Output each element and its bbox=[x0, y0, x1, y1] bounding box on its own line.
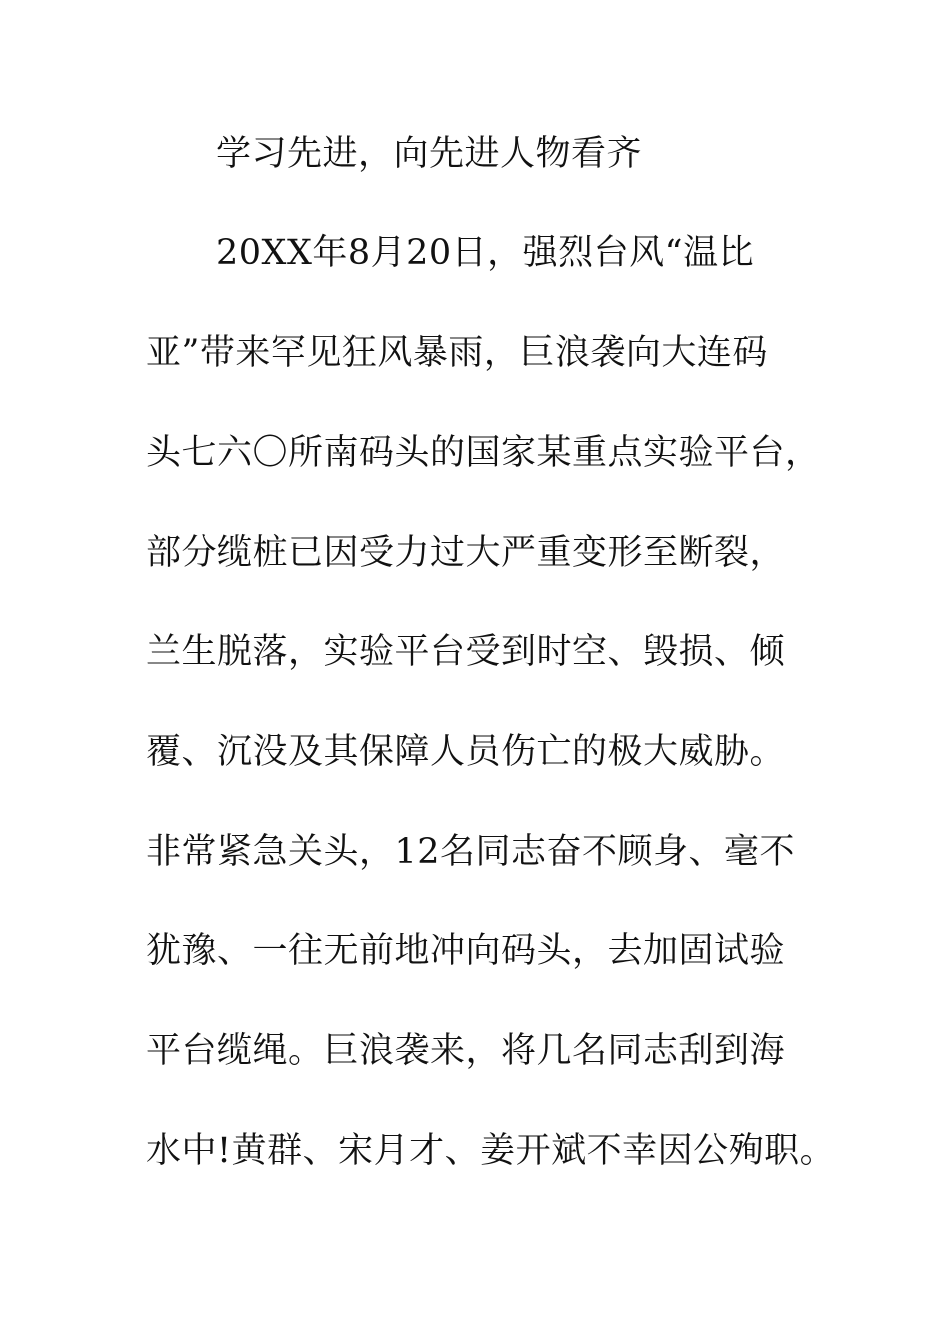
paragraph-line-3: 头七六〇所南码头的国家某重点实验平台， bbox=[146, 433, 821, 473]
paragraph-line-8: 犹豫、一往无前地冲向码头，去加固试验 bbox=[146, 931, 786, 971]
paragraph-line-9: 平台缆绳。巨浪袭来，将几名同志刮到海 bbox=[146, 1031, 786, 1071]
paragraph-line-10: 水中!黄群、宋月才、姜开斌不幸因公殉职。 bbox=[146, 1131, 836, 1171]
paragraph-line-7: 非常紧急关头，12名同志奋不顾身、毫不 bbox=[146, 832, 796, 872]
paragraph-line-5: 兰生脱落，实验平台受到时空、毁损、倾 bbox=[146, 632, 786, 672]
paragraph-line-1: 20XX年8月20日，强烈台风“温比 bbox=[216, 233, 755, 273]
paragraph-line-4: 部分缆桩已因受力过大严重变形至断裂， bbox=[146, 533, 786, 573]
document-title: 学习先进，向先进人物看齐 bbox=[216, 134, 643, 174]
paragraph-line-2: 亚”带来罕见狂风暴雨，巨浪袭向大连码 bbox=[146, 333, 768, 373]
paragraph-line-6: 覆、沉没及其保障人员伤亡的极大威胁。 bbox=[146, 732, 786, 772]
